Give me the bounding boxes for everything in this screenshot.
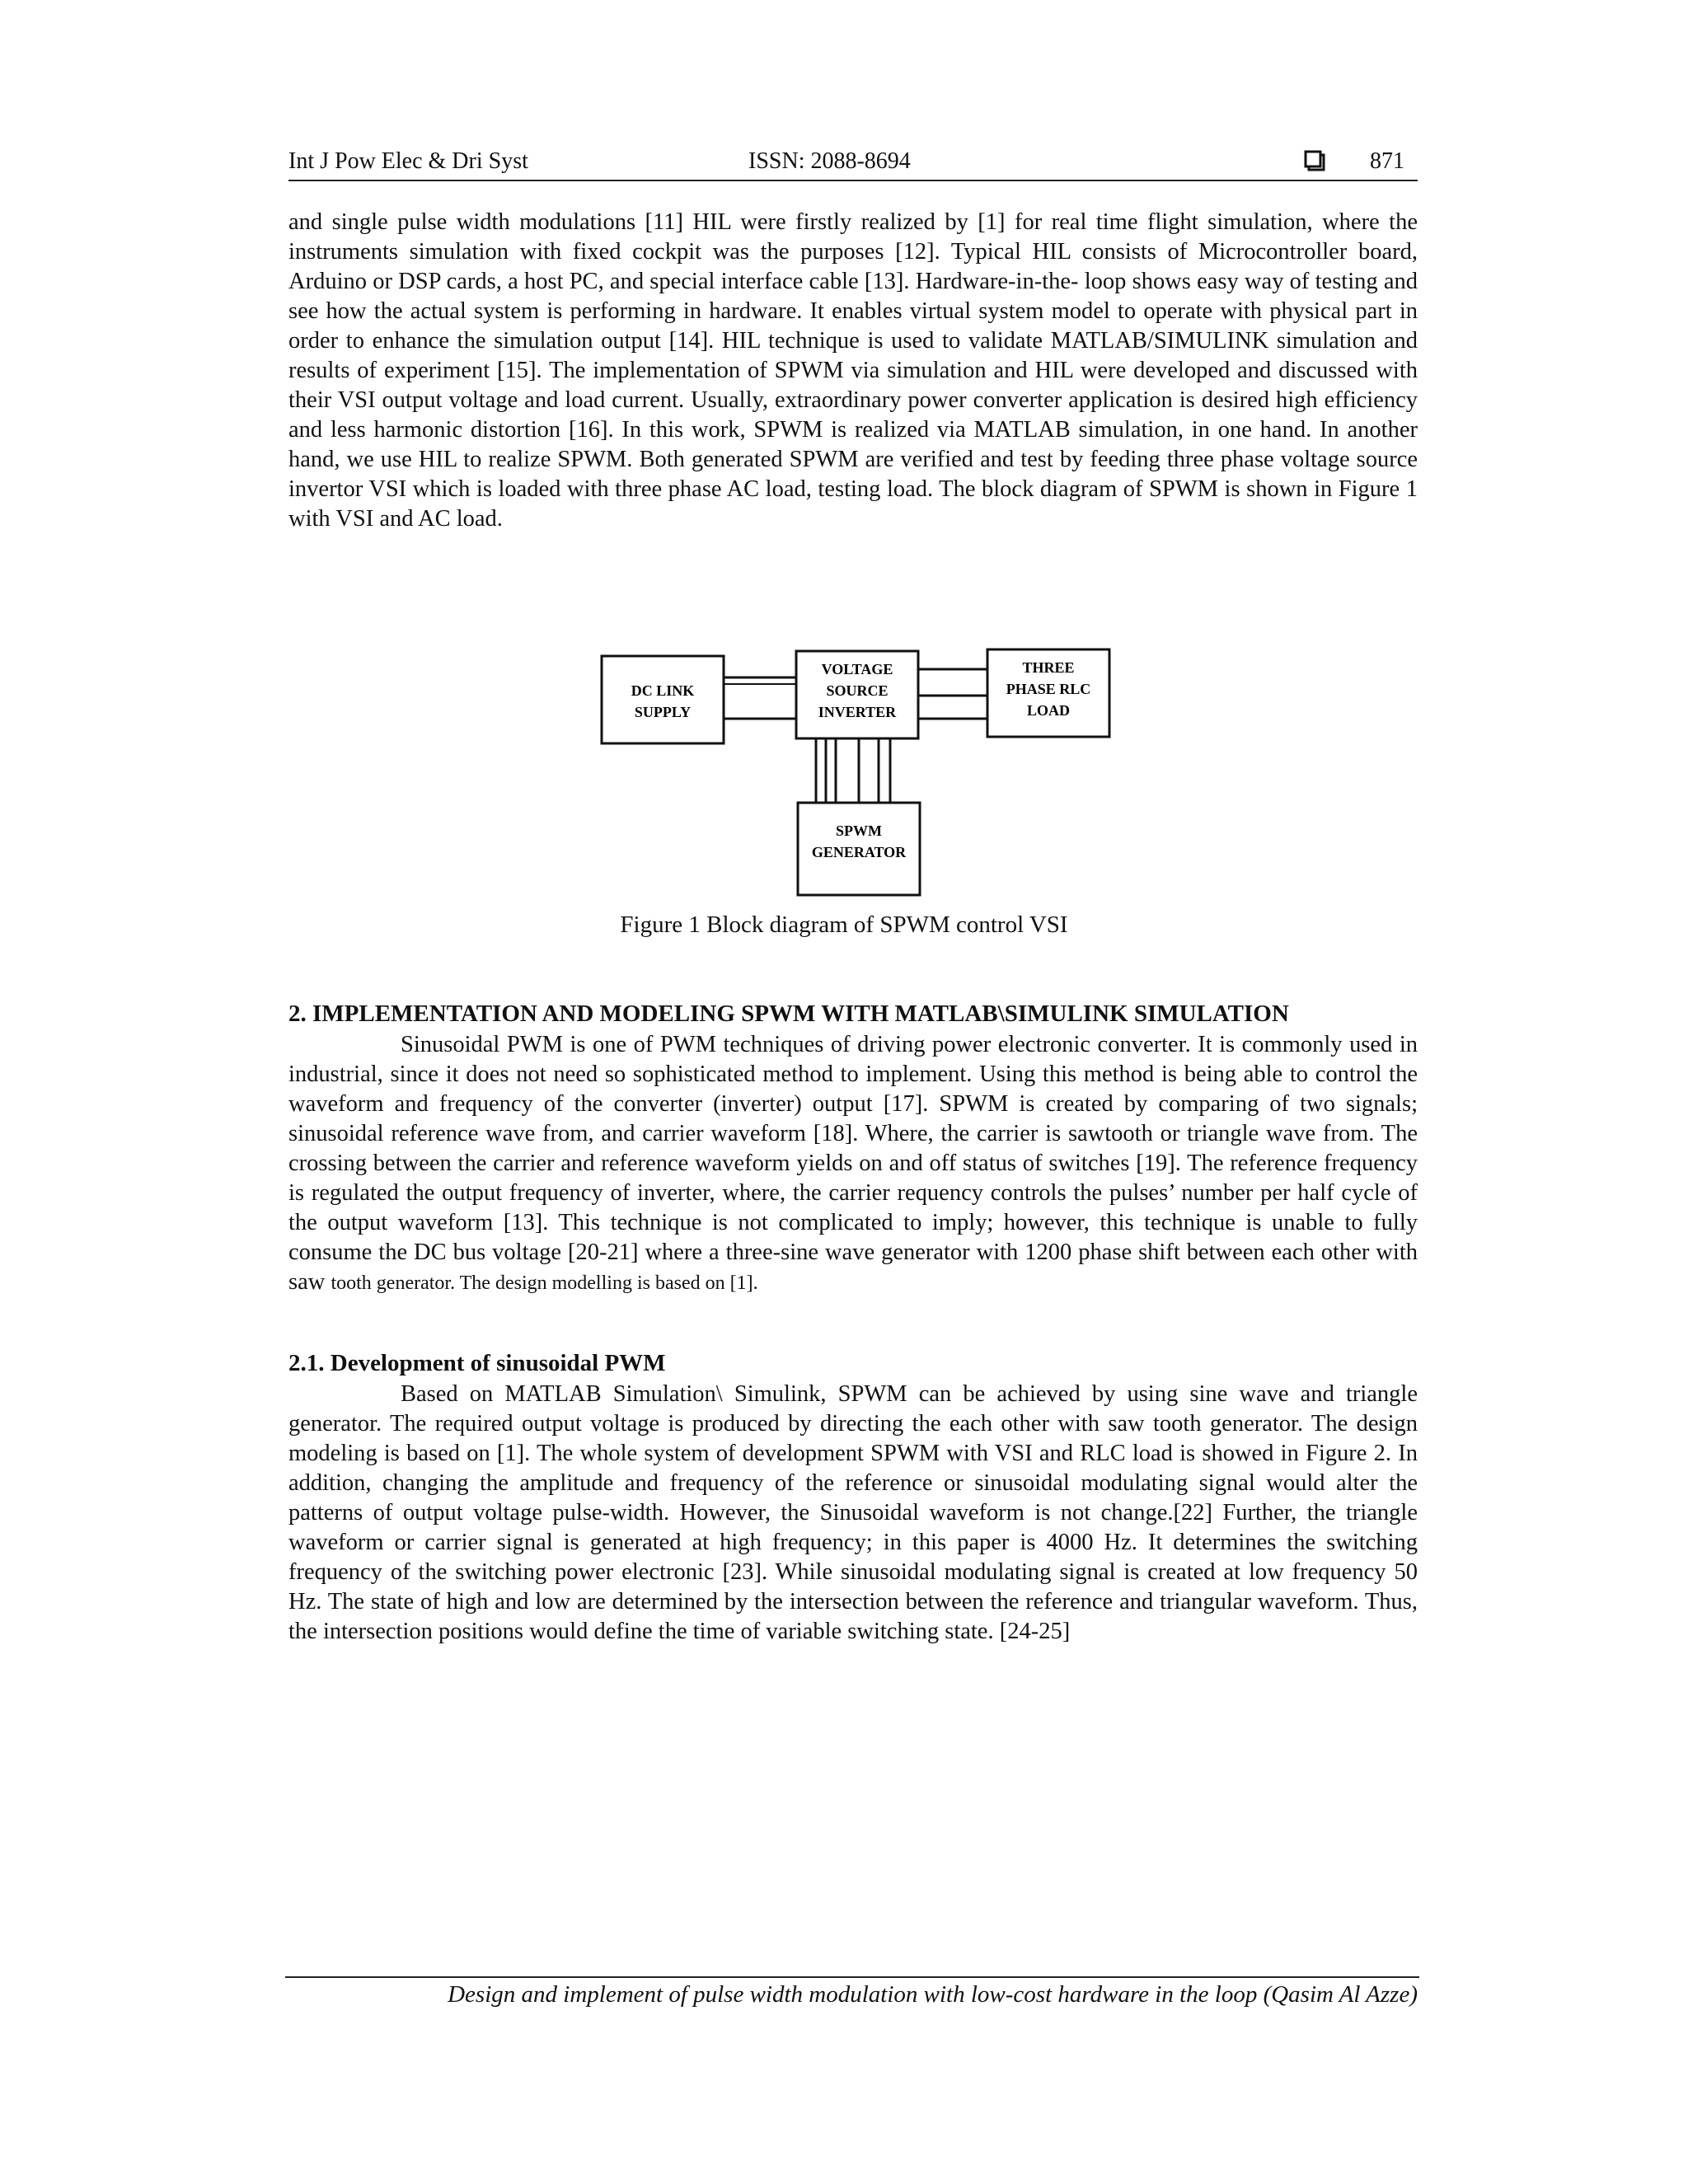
running-footer: Design and implement of pulse width modulation with low-cost hardware in the loop (Qasim Al Azze) (448, 1981, 1418, 2008)
load-label-3: LOAD (1026, 702, 1071, 719)
vsi-label-2: SOURCE (826, 682, 889, 699)
section2-paragraph (288, 1030, 1418, 1298)
journal-name: Int J Pow Elec & Dri Syst (288, 148, 528, 174)
vsi-label-1: VOLTAGE (821, 661, 893, 677)
issn: ISSN: 2088-8694 (748, 148, 911, 174)
load-label-2: PHASE RLC (1006, 681, 1091, 697)
gen-label-2: GENERATOR (811, 844, 907, 860)
dc-label-2: SUPPLY (634, 704, 692, 720)
figure1-block-diagram (593, 643, 1121, 907)
load-label-1: THREE (1022, 659, 1075, 676)
running-header (288, 145, 1418, 181)
dc-label-1: DC LINK (631, 682, 695, 699)
figure1-caption: Figure 1 Block diagram of SPWM control VSI (620, 912, 1068, 938)
section2-paragraph-main: Sinusoidal PWM is one of PWM techniques of driving power electronic converter. It is commonly used in industrial, since it does not need so sophisticated method to implement. Using this method is being able to control the waveform and frequency of the converter (inverter) output [17]. SPWM is created by comparing of two signals; sinusoidal reference wave from, and carrier waveform [18]. Where, the carrier is sawtooth or triangle wave from. The crossing between the carrier and reference waveform yields on and off status of switches [19]. The reference frequency is regulated the output frequency of inverter, where, the carrier requency controls the pulses’ number per half cycle of the output waveform [13]. This technique is not complicated to imply; however, this technique is unable to fully consume the DC bus voltage [20-21] where a three-sine wave generator with 1200 phase shift between each other with saw (288, 1032, 1418, 1295)
dc-link-block (602, 656, 724, 743)
page-number: 871 (1370, 148, 1404, 174)
gen-label-1: SPWM (836, 823, 882, 839)
section2-title: 2. IMPLEMENTATION AND MODELING SPWM WITH MATLAB\SIMULINK SIMULATION (288, 1001, 1289, 1027)
intro-paragraph: and single pulse width modulations [11] HIL were firstly realized by [1] for real time flight simulation, where the instruments simulation with fixed cockpit was the purposes [12]. Typical HIL consists of Microcontroller board, Arduino or DSP cards, a host PC, and special interface cable [13]. Hardware-in-the- loop shows easy way of testing and see how the actual system is performing in hardware. It enables virtual system model to operate with physical part in order to enhance the simulation output [14]. HIL technique is used to validate MATLAB/SIMULINK simulation and results of experiment [15]. The implementation of SPWM via simulation and HIL were developed and discussed with their VSI output voltage and load current. Usually, extraordinary power converter application is desired high efficiency and less harmonic distortion [16]. In this work, SPWM is realized via MATLAB simulation, in one hand. In another hand, we use HIL to realize SPWM. Both generated SPWM are verified and test by feeding three phase voltage source invertor VSI which is loaded with three phase AC load, testing load. The block diagram of SPWM is shown in Figure 1 with VSI and AC load. (288, 209, 1418, 532)
vsi-label-3: INVERTER (818, 704, 897, 720)
section2-paragraph-small: tooth generator. The design modelling is based on [1]. (331, 1272, 758, 1294)
square-box-icon (1304, 150, 1325, 178)
footer-rule (285, 1976, 1419, 1978)
section21-title: 2.1. Development of sinusoidal PWM (288, 1350, 666, 1376)
section21-paragraph: Based on MATLAB Simulation\ Simulink, SPWM can be achieved by using sine wave and triangle generator. The required output voltage is produced by directing the each other with saw tooth generator. The design modeling is based on [1]. The whole system of development SPWM with VSI and RLC load is showed in Figure 2. In addition, changing the amplitude and frequency of the reference or sinusoidal modulating signal would alter the patterns of output voltage pulse-width. However, the Sinusoidal waveform is not change.[22] Further, the triangle waveform or carrier signal is generated at high frequency; in this paper is 4000 Hz. It determines the switching frequency of the switching power electronic [23]. While sinusoidal modulating signal is created at low frequency 50 Hz. The state of high and low are determined by the intersection between the reference and triangular waveform. Thus, the intersection positions would define the time of variable switching state. [24-25] (288, 1381, 1418, 1644)
